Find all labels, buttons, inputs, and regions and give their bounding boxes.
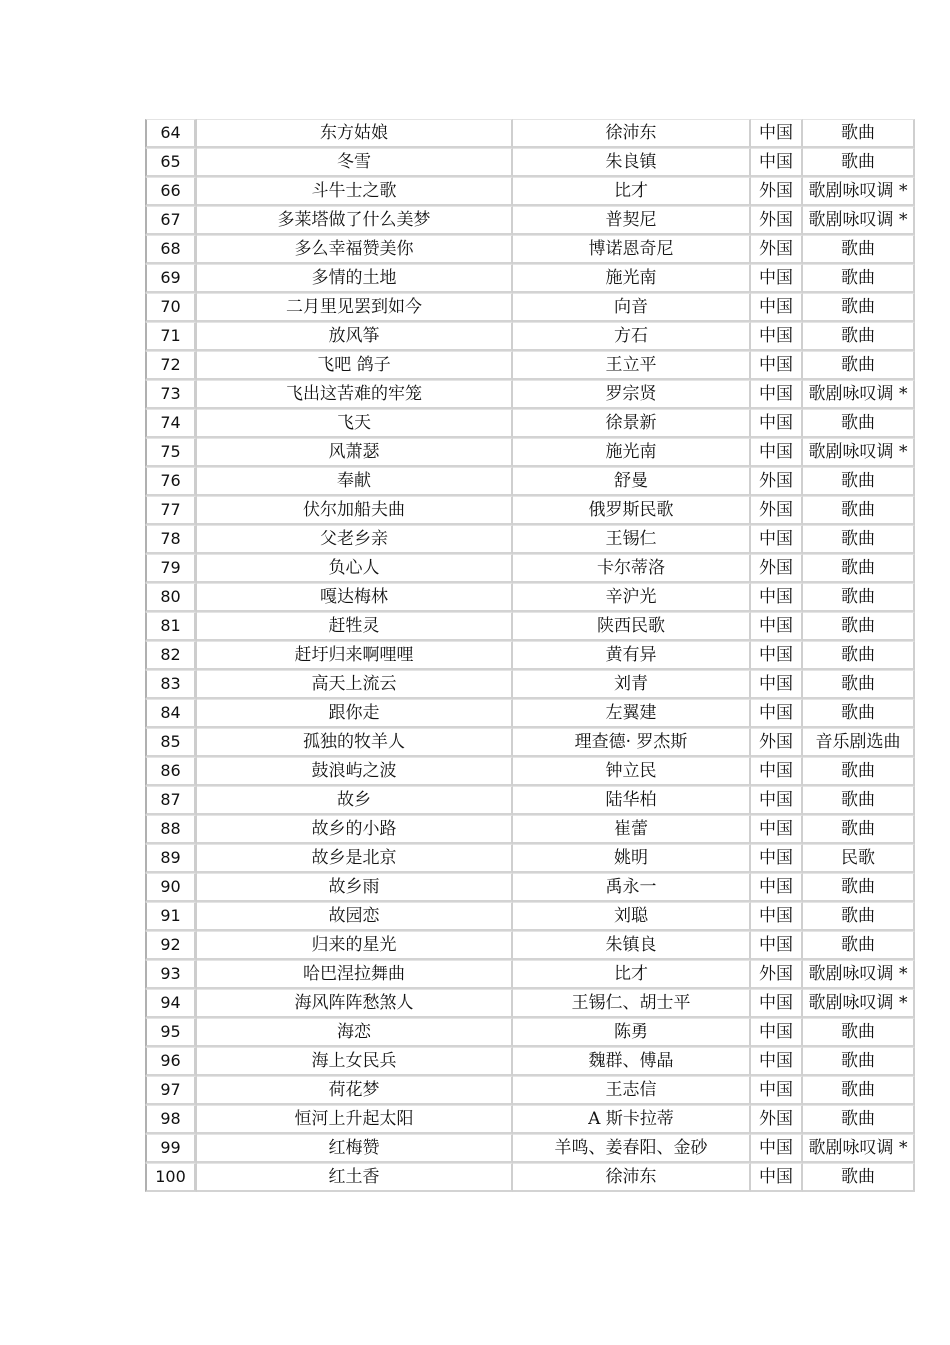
cell-country: 中国: [751, 1134, 803, 1163]
cell-country: 中国: [751, 351, 803, 380]
cell-number: 71: [145, 322, 197, 351]
cell-genre: 歌剧咏叹调 *: [803, 438, 915, 467]
cell-number: 85: [145, 728, 197, 757]
cell-country: 中国: [751, 612, 803, 641]
cell-genre: 歌曲: [803, 583, 915, 612]
cell-number: 91: [145, 902, 197, 931]
cell-country: 中国: [751, 757, 803, 786]
cell-country: 中国: [751, 148, 803, 177]
cell-number: 66: [145, 177, 197, 206]
cell-composer: 羊鸣、姜春阳、金砂: [513, 1134, 751, 1163]
table-row: [145, 177, 915, 206]
cell-genre: 歌曲: [803, 1076, 915, 1105]
cell-country: 外国: [751, 206, 803, 235]
cell-genre: 歌曲: [803, 815, 915, 844]
cell-number: 76: [145, 467, 197, 496]
cell-country: 中国: [751, 931, 803, 960]
cell-genre: 歌曲: [803, 1163, 915, 1192]
cell-country: 中国: [751, 1076, 803, 1105]
cell-song-title: 故园恋: [197, 902, 513, 931]
cell-composer: 徐沛东: [513, 1163, 751, 1192]
cell-composer: 罗宗贤: [513, 380, 751, 409]
cell-country: 外国: [751, 235, 803, 264]
table-row: [145, 148, 915, 177]
cell-song-title: 二月里见罢到如今: [197, 293, 513, 322]
cell-number: 78: [145, 525, 197, 554]
cell-country: 中国: [751, 438, 803, 467]
cell-genre: 歌曲: [803, 1018, 915, 1047]
cell-number: 67: [145, 206, 197, 235]
cell-song-title: 故乡雨: [197, 873, 513, 902]
cell-genre: 歌曲: [803, 757, 915, 786]
cell-composer: 向音: [513, 293, 751, 322]
cell-composer: 左翼建: [513, 699, 751, 728]
cell-number: 88: [145, 815, 197, 844]
cell-genre: 歌剧咏叹调 *: [803, 989, 915, 1018]
cell-country: 外国: [751, 467, 803, 496]
cell-country: 外国: [751, 177, 803, 206]
cell-genre: 歌曲: [803, 467, 915, 496]
cell-song-title: 孤独的牧羊人: [197, 728, 513, 757]
cell-song-title: 放风筝: [197, 322, 513, 351]
cell-song-title: 多情的土地: [197, 264, 513, 293]
table-row: [145, 786, 915, 815]
cell-number: 82: [145, 641, 197, 670]
table-row: [145, 931, 915, 960]
cell-genre: 民歌: [803, 844, 915, 873]
cell-country: 中国: [751, 409, 803, 438]
cell-number: 87: [145, 786, 197, 815]
cell-genre: 歌曲: [803, 670, 915, 699]
cell-genre: 歌剧咏叹调 *: [803, 1134, 915, 1163]
cell-song-title: 冬雪: [197, 148, 513, 177]
table-row: [145, 757, 915, 786]
cell-country: 中国: [751, 119, 803, 148]
table-row: [145, 380, 915, 409]
table-row: [145, 844, 915, 873]
cell-composer: 王志信: [513, 1076, 751, 1105]
table-row: [145, 670, 915, 699]
cell-country: 外国: [751, 728, 803, 757]
cell-song-title: 东方姑娘: [197, 119, 513, 148]
cell-song-title: 负心人: [197, 554, 513, 583]
cell-country: 外国: [751, 496, 803, 525]
table-row: [145, 409, 915, 438]
cell-genre: 歌曲: [803, 786, 915, 815]
cell-genre: 歌曲: [803, 554, 915, 583]
table-row: [145, 525, 915, 554]
cell-number: 100: [145, 1163, 197, 1192]
cell-composer: 比才: [513, 960, 751, 989]
cell-number: 65: [145, 148, 197, 177]
cell-composer: 王锡仁: [513, 525, 751, 554]
cell-genre: 音乐剧选曲: [803, 728, 915, 757]
table-row: [145, 699, 915, 728]
cell-song-title: 归来的星光: [197, 931, 513, 960]
cell-song-title: 海恋: [197, 1018, 513, 1047]
cell-composer: 比才: [513, 177, 751, 206]
song-table: [145, 119, 915, 1192]
table-row: [145, 873, 915, 902]
table-row: [145, 293, 915, 322]
table-row: [145, 351, 915, 380]
cell-genre: 歌曲: [803, 351, 915, 380]
cell-country: 中国: [751, 815, 803, 844]
cell-song-title: 奉献: [197, 467, 513, 496]
cell-number: 89: [145, 844, 197, 873]
table-row: [145, 1105, 915, 1134]
cell-genre: 歌剧咏叹调 *: [803, 960, 915, 989]
cell-number: 74: [145, 409, 197, 438]
cell-country: 中国: [751, 786, 803, 815]
cell-country: 中国: [751, 380, 803, 409]
cell-number: 75: [145, 438, 197, 467]
table-row: [145, 322, 915, 351]
cell-composer: A 斯卡拉蒂: [513, 1105, 751, 1134]
table-row: [145, 264, 915, 293]
cell-country: 外国: [751, 960, 803, 989]
cell-composer: 钟立民: [513, 757, 751, 786]
cell-number: 95: [145, 1018, 197, 1047]
cell-song-title: 斗牛士之歌: [197, 177, 513, 206]
cell-genre: 歌曲: [803, 931, 915, 960]
table-row: [145, 612, 915, 641]
cell-country: 中国: [751, 322, 803, 351]
cell-song-title: 鼓浪屿之波: [197, 757, 513, 786]
cell-number: 83: [145, 670, 197, 699]
cell-number: 77: [145, 496, 197, 525]
table-row: [145, 1163, 915, 1192]
cell-song-title: 故乡: [197, 786, 513, 815]
cell-song-title: 哈巴涅拉舞曲: [197, 960, 513, 989]
cell-number: 99: [145, 1134, 197, 1163]
cell-genre: 歌曲: [803, 235, 915, 264]
cell-number: 94: [145, 989, 197, 1018]
cell-composer: 陈勇: [513, 1018, 751, 1047]
cell-number: 98: [145, 1105, 197, 1134]
cell-composer: 刘聪: [513, 902, 751, 931]
cell-song-title: 海风阵阵愁煞人: [197, 989, 513, 1018]
table-row: [145, 119, 915, 148]
cell-country: 中国: [751, 1047, 803, 1076]
cell-composer: 舒曼: [513, 467, 751, 496]
cell-country: 中国: [751, 1018, 803, 1047]
cell-country: 中国: [751, 902, 803, 931]
cell-song-title: 跟你走: [197, 699, 513, 728]
cell-composer: 施光南: [513, 264, 751, 293]
cell-genre: 歌曲: [803, 1047, 915, 1076]
cell-genre: 歌曲: [803, 525, 915, 554]
cell-country: 中国: [751, 641, 803, 670]
cell-song-title: 赶牲灵: [197, 612, 513, 641]
cell-composer: 刘青: [513, 670, 751, 699]
cell-song-title: 嘎达梅林: [197, 583, 513, 612]
cell-composer: 陕西民歌: [513, 612, 751, 641]
cell-composer: 俄罗斯民歌: [513, 496, 751, 525]
song-table-body: [145, 119, 915, 1192]
cell-composer: 黄有异: [513, 641, 751, 670]
table-row: [145, 206, 915, 235]
table-row: [145, 960, 915, 989]
table-row: [145, 583, 915, 612]
cell-song-title: 飞吧 鸽子: [197, 351, 513, 380]
cell-country: 中国: [751, 264, 803, 293]
table-row: [145, 438, 915, 467]
cell-country: 中国: [751, 670, 803, 699]
cell-country: 中国: [751, 583, 803, 612]
cell-number: 80: [145, 583, 197, 612]
table-row: [145, 815, 915, 844]
cell-number: 92: [145, 931, 197, 960]
table-row: [145, 467, 915, 496]
cell-song-title: 恒河上升起太阳: [197, 1105, 513, 1134]
cell-number: 79: [145, 554, 197, 583]
cell-song-title: 飞天: [197, 409, 513, 438]
cell-number: 90: [145, 873, 197, 902]
cell-number: 69: [145, 264, 197, 293]
cell-genre: 歌剧咏叹调 *: [803, 380, 915, 409]
cell-song-title: 父老乡亲: [197, 525, 513, 554]
cell-genre: 歌剧咏叹调 *: [803, 177, 915, 206]
cell-song-title: 故乡的小路: [197, 815, 513, 844]
table-row: [145, 641, 915, 670]
cell-genre: 歌曲: [803, 293, 915, 322]
cell-number: 84: [145, 699, 197, 728]
cell-song-title: 红梅赞: [197, 1134, 513, 1163]
cell-composer: 博诺恩奇尼: [513, 235, 751, 264]
cell-composer: 徐景新: [513, 409, 751, 438]
cell-number: 68: [145, 235, 197, 264]
cell-composer: 朱镇良: [513, 931, 751, 960]
table-row: [145, 554, 915, 583]
cell-song-title: 赶圩归来啊哩哩: [197, 641, 513, 670]
cell-genre: 歌曲: [803, 699, 915, 728]
cell-genre: 歌曲: [803, 409, 915, 438]
cell-composer: 禹永一: [513, 873, 751, 902]
cell-number: 97: [145, 1076, 197, 1105]
table-row: [145, 496, 915, 525]
cell-composer: 崔蕾: [513, 815, 751, 844]
cell-composer: 方石: [513, 322, 751, 351]
cell-composer: 施光南: [513, 438, 751, 467]
cell-country: 中国: [751, 293, 803, 322]
cell-song-title: 多莱塔做了什么美梦: [197, 206, 513, 235]
table-row: [145, 1134, 915, 1163]
cell-genre: 歌曲: [803, 873, 915, 902]
cell-song-title: 海上女民兵: [197, 1047, 513, 1076]
cell-song-title: 风萧瑟: [197, 438, 513, 467]
cell-song-title: 红土香: [197, 1163, 513, 1192]
cell-composer: 王锡仁、胡士平: [513, 989, 751, 1018]
cell-song-title: 高天上流云: [197, 670, 513, 699]
table-row: [145, 902, 915, 931]
cell-composer: 普契尼: [513, 206, 751, 235]
cell-composer: 魏群、傅晶: [513, 1047, 751, 1076]
cell-composer: 姚明: [513, 844, 751, 873]
cell-number: 93: [145, 960, 197, 989]
cell-number: 96: [145, 1047, 197, 1076]
cell-country: 中国: [751, 525, 803, 554]
cell-song-title: 多么幸福赞美你: [197, 235, 513, 264]
table-row: [145, 728, 915, 757]
cell-song-title: 伏尔加船夫曲: [197, 496, 513, 525]
cell-country: 外国: [751, 554, 803, 583]
table-row: [145, 1018, 915, 1047]
cell-song-title: 飞出这苦难的牢笼: [197, 380, 513, 409]
cell-country: 中国: [751, 1163, 803, 1192]
cell-genre: 歌曲: [803, 612, 915, 641]
cell-country: 中国: [751, 699, 803, 728]
cell-genre: 歌剧咏叹调 *: [803, 206, 915, 235]
cell-composer: 王立平: [513, 351, 751, 380]
cell-genre: 歌曲: [803, 496, 915, 525]
cell-number: 81: [145, 612, 197, 641]
cell-number: 86: [145, 757, 197, 786]
cell-song-title: 故乡是北京: [197, 844, 513, 873]
cell-composer: 徐沛东: [513, 119, 751, 148]
cell-composer: 朱良镇: [513, 148, 751, 177]
cell-number: 72: [145, 351, 197, 380]
cell-genre: 歌曲: [803, 264, 915, 293]
table-row: [145, 1047, 915, 1076]
cell-country: 外国: [751, 1105, 803, 1134]
cell-genre: 歌曲: [803, 902, 915, 931]
cell-genre: 歌曲: [803, 322, 915, 351]
cell-composer: 卡尔蒂洛: [513, 554, 751, 583]
cell-genre: 歌曲: [803, 148, 915, 177]
cell-composer: 理查德· 罗杰斯: [513, 728, 751, 757]
table-row: [145, 1076, 915, 1105]
cell-number: 73: [145, 380, 197, 409]
cell-genre: 歌曲: [803, 1105, 915, 1134]
table-row: [145, 989, 915, 1018]
cell-composer: 陆华柏: [513, 786, 751, 815]
cell-country: 中国: [751, 989, 803, 1018]
cell-number: 70: [145, 293, 197, 322]
cell-country: 中国: [751, 844, 803, 873]
cell-composer: 辛沪光: [513, 583, 751, 612]
cell-number: 64: [145, 119, 197, 148]
cell-country: 中国: [751, 873, 803, 902]
cell-song-title: 荷花梦: [197, 1076, 513, 1105]
cell-genre: 歌曲: [803, 119, 915, 148]
cell-genre: 歌曲: [803, 641, 915, 670]
table-row: [145, 235, 915, 264]
